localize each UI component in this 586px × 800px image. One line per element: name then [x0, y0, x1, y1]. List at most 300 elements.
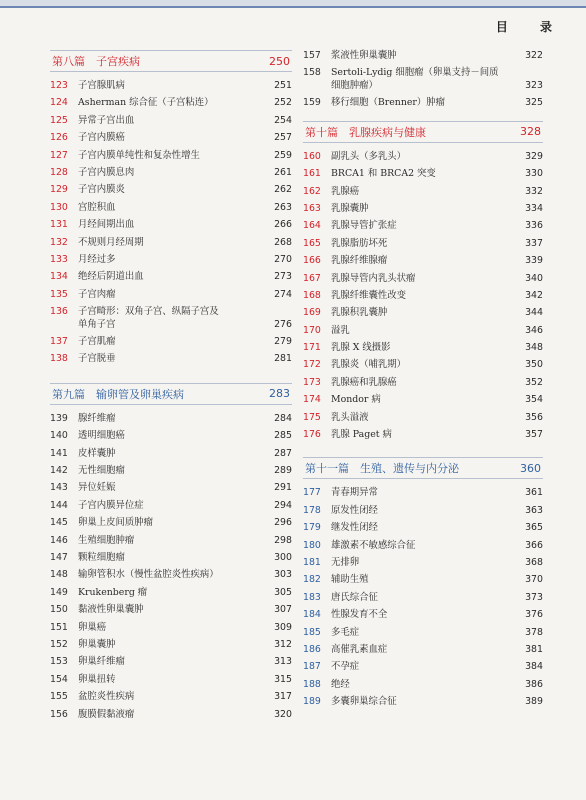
entry-title — [78, 271, 266, 284]
entry-title-line: 乳头溢液 — [331, 411, 369, 423]
entry-number: 178 — [303, 504, 321, 516]
entry-page: 330 — [525, 168, 543, 180]
toc-entry[interactable] — [303, 429, 543, 446]
entry-title-line: 单角子宫 — [78, 318, 116, 330]
toc-entry[interactable] — [50, 691, 292, 708]
entry-title — [331, 273, 517, 286]
entry-page: 298 — [274, 534, 292, 546]
entry-number: 167 — [303, 272, 321, 284]
toc-entry[interactable] — [303, 238, 543, 255]
toc-entry[interactable] — [50, 132, 292, 149]
entry-number: 186 — [303, 643, 321, 655]
entry-title — [78, 674, 266, 687]
entry-title — [78, 430, 266, 443]
section-page: 283 — [269, 387, 290, 401]
toc-entry[interactable] — [50, 202, 292, 219]
entry-title-line: 子宫肉瘤 — [78, 288, 116, 300]
section-title: 第九篇 输卵管及卵巢疾病 — [52, 387, 184, 401]
entry-number: 172 — [303, 359, 321, 371]
entry-number: 183 — [303, 591, 321, 603]
toc-entry[interactable] — [303, 220, 543, 237]
entry-title-line: 月经间期出血 — [78, 219, 135, 231]
entry-number: 132 — [50, 236, 68, 248]
entry-page: 332 — [525, 185, 543, 197]
entry-title — [78, 552, 266, 565]
entry-title — [78, 219, 266, 232]
entry-page: 252 — [274, 97, 292, 109]
entry-title-line: 乳腺炎（哺乳期） — [331, 359, 407, 371]
entry-title-line: 乳腺积乳囊肿 — [331, 307, 388, 319]
entry-number: 184 — [303, 609, 321, 621]
entry-title — [331, 574, 517, 587]
entry-number: 125 — [50, 114, 68, 126]
entry-number: 150 — [50, 604, 68, 616]
toc-entry[interactable] — [50, 271, 292, 288]
entry-title — [331, 359, 517, 372]
entry-title-line: 异位妊娠 — [78, 482, 116, 494]
entry-title — [78, 639, 266, 652]
entry-list-part8 — [50, 80, 292, 371]
entry-page: 257 — [274, 132, 292, 144]
entry-title — [331, 220, 517, 233]
entry-title-line: 卵巢癌 — [78, 621, 107, 633]
entry-number: 159 — [303, 97, 321, 109]
toc-entry[interactable] — [303, 609, 543, 626]
entry-title-line: 卵巢囊肿 — [78, 638, 116, 650]
toc-entry[interactable] — [303, 540, 543, 557]
toc-entry[interactable] — [50, 219, 292, 236]
entry-number: 151 — [50, 621, 68, 633]
entry-page: 251 — [274, 80, 292, 91]
entry-title — [331, 97, 517, 110]
entry-title-line: 不孕症 — [331, 661, 360, 673]
entry-title — [331, 661, 517, 674]
toc-entry[interactable] — [50, 430, 292, 447]
entry-number: 131 — [50, 219, 68, 231]
entry-title — [331, 487, 517, 500]
entry-title — [78, 254, 266, 267]
entry-title-line: 卵巢纤维瘤 — [78, 656, 125, 668]
entry-number: 182 — [303, 574, 321, 586]
toc-entry[interactable] — [50, 674, 292, 691]
toc-entry[interactable] — [50, 353, 292, 370]
entry-title — [331, 429, 517, 442]
entry-title — [78, 535, 266, 548]
entry-page: 261 — [274, 166, 292, 178]
entry-list-part10 — [303, 151, 543, 447]
top-rule — [0, 6, 586, 8]
entry-title-line: 月经过多 — [78, 253, 116, 265]
entry-title-line: 乳腺脂肪坏死 — [331, 237, 388, 249]
entry-title — [78, 97, 266, 110]
toc-entry[interactable] — [303, 522, 543, 539]
entry-page: 279 — [274, 336, 292, 348]
entry-page: 322 — [525, 50, 543, 61]
toc-entry[interactable] — [50, 237, 292, 254]
entry-title-line: 唐氏综合征 — [331, 591, 378, 603]
entry-number: 158 — [303, 67, 321, 79]
entry-title — [78, 289, 266, 302]
entry-number: 165 — [303, 237, 321, 249]
entry-page: 285 — [274, 430, 292, 442]
entry-title — [331, 679, 517, 692]
entry-title — [331, 609, 517, 622]
entry-title-line: 皮样囊肿 — [78, 447, 116, 459]
toc-entry[interactable] — [303, 661, 543, 678]
entry-title-line: 溢乳 — [331, 324, 350, 336]
entry-page: 386 — [525, 678, 543, 690]
entry-title-line: 浆液性卵巢囊肿 — [331, 50, 397, 61]
entry-number: 154 — [50, 673, 68, 685]
entry-number: 185 — [303, 626, 321, 638]
entry-title-line: 移行细胞（Brenner）肿瘤 — [331, 97, 446, 109]
toc-entry[interactable] — [50, 167, 292, 184]
entry-title — [331, 540, 517, 553]
entry-page: 289 — [274, 465, 292, 477]
entry-title — [78, 622, 266, 635]
toc-entry[interactable] — [303, 592, 543, 609]
entry-number: 176 — [303, 429, 321, 441]
entry-title — [331, 168, 517, 181]
entry-title — [78, 150, 266, 163]
entry-number: 153 — [50, 656, 68, 668]
toc-entry[interactable] — [303, 50, 543, 67]
entry-title-line: 性腺发育不全 — [331, 609, 388, 621]
toc-entry[interactable] — [303, 97, 543, 114]
entry-page: 368 — [525, 556, 543, 568]
entry-title — [331, 627, 517, 640]
toc-entry[interactable] — [303, 377, 543, 394]
page-title: 目 录 — [495, 20, 566, 34]
entry-page: 357 — [525, 429, 543, 441]
entry-title-line: 子宫内膜单纯性和复杂性增生 — [78, 149, 200, 161]
toc-entry[interactable] — [303, 342, 543, 359]
entry-page: 291 — [274, 482, 292, 494]
entry-title — [78, 336, 266, 349]
entry-number: 147 — [50, 551, 68, 563]
entry-page: 263 — [274, 201, 292, 213]
section-header-part10[interactable] — [303, 121, 543, 143]
entry-list-part9 — [50, 413, 292, 726]
entry-number: 189 — [303, 696, 321, 708]
entry-number: 124 — [50, 97, 68, 109]
entry-title-line: 子宫脱垂 — [78, 353, 116, 365]
entry-title-line: Sertoli-Lydig 细胞瘤（卵巢支持－间质 — [331, 67, 499, 79]
toc-entry[interactable] — [303, 255, 543, 272]
entry-list-part11 — [303, 487, 543, 713]
entry-page: 294 — [274, 499, 292, 511]
entry-number: 175 — [303, 411, 321, 423]
entry-title-line: 乳腺纤维囊性改变 — [331, 289, 407, 301]
entry-page: 337 — [525, 237, 543, 249]
entry-page: 339 — [525, 255, 543, 267]
entry-title-line: 异常子宫出血 — [78, 114, 135, 126]
entry-title — [331, 644, 517, 657]
entry-page: 361 — [525, 487, 543, 499]
entry-page: 262 — [274, 184, 292, 196]
toc-entry[interactable] — [303, 186, 543, 203]
entry-page: 366 — [525, 539, 543, 551]
entry-title — [78, 202, 266, 215]
entry-title — [78, 80, 266, 93]
entry-title-line: 颗粒细胞瘤 — [78, 551, 125, 563]
entry-title — [78, 184, 266, 197]
entry-title-line: 乳腺导管内乳头状瘤 — [331, 272, 416, 284]
entry-page: 350 — [525, 359, 543, 371]
entry-page: 254 — [274, 114, 292, 126]
entry-number: 139 — [50, 412, 68, 424]
toc-entry[interactable] — [50, 413, 292, 430]
entry-page: 340 — [525, 272, 543, 284]
toc-entry[interactable] — [303, 679, 543, 696]
entry-page: 389 — [525, 696, 543, 708]
entry-title — [331, 325, 517, 338]
entry-page: 312 — [274, 638, 292, 650]
entry-title-line: 盆腔炎性疾病 — [78, 691, 135, 703]
toc-entry[interactable] — [303, 67, 543, 97]
toc-entry[interactable] — [303, 644, 543, 661]
toc-entry[interactable] — [303, 307, 543, 324]
entry-page: 287 — [274, 447, 292, 459]
entry-title — [331, 505, 517, 518]
entry-page: 348 — [525, 342, 543, 354]
entry-title — [331, 522, 517, 535]
toc-entry[interactable] — [303, 203, 543, 220]
toc-entry[interactable] — [303, 505, 543, 522]
entry-page: 381 — [525, 643, 543, 655]
entry-title-line: 不规则月经周期 — [78, 236, 144, 248]
toc-entry[interactable] — [50, 80, 292, 97]
entry-number: 163 — [303, 202, 321, 214]
toc-entry[interactable] — [50, 448, 292, 465]
entry-title — [78, 656, 266, 669]
entry-number: 146 — [50, 534, 68, 546]
entry-number: 177 — [303, 487, 321, 499]
toc-entry[interactable] — [50, 709, 292, 726]
entry-number: 162 — [303, 185, 321, 197]
entry-title-line: 生殖细胞肿瘤 — [78, 534, 135, 546]
entry-page: 266 — [274, 219, 292, 231]
entry-number: 152 — [50, 638, 68, 650]
toc-entry[interactable] — [303, 412, 543, 429]
toc-entry[interactable] — [50, 587, 292, 604]
toc-entry[interactable] — [303, 487, 543, 504]
toc-entry[interactable] — [50, 465, 292, 482]
toc-entry[interactable] — [50, 604, 292, 621]
entry-page: 284 — [274, 412, 292, 424]
entry-number: 127 — [50, 149, 68, 161]
entry-number: 123 — [50, 80, 68, 91]
entry-title — [78, 709, 266, 722]
entry-number: 181 — [303, 556, 321, 568]
entry-title-line: 子宫内膜异位症 — [78, 499, 144, 511]
entry-title — [331, 203, 517, 216]
toc-entry[interactable] — [303, 151, 543, 168]
section-header-part8[interactable] — [50, 50, 292, 72]
toc-entry[interactable] — [303, 325, 543, 342]
entry-number: 187 — [303, 661, 321, 673]
section-header-part9[interactable] — [50, 383, 292, 405]
entry-number: 140 — [50, 430, 68, 442]
entry-title-line: 乳腺纤维腺瘤 — [331, 255, 388, 267]
toc-entry[interactable] — [303, 557, 543, 574]
section-header-part11[interactable] — [303, 457, 543, 479]
toc-entry[interactable] — [50, 289, 292, 306]
entry-page: 281 — [274, 353, 292, 365]
entry-title-line: 乳腺囊肿 — [331, 202, 369, 214]
toc-entry[interactable] — [50, 517, 292, 534]
toc-entry[interactable] — [50, 622, 292, 639]
entry-title-line: 多囊卵巢综合征 — [331, 696, 397, 708]
section-page: 328 — [520, 125, 541, 139]
toc-entry[interactable] — [50, 656, 292, 673]
toc-entry[interactable] — [50, 500, 292, 517]
toc-entry[interactable] — [50, 115, 292, 132]
entry-title-line: 青春期异常 — [331, 487, 378, 499]
entry-title-line: 子宫肌瘤 — [78, 336, 116, 348]
toc-entry[interactable] — [50, 482, 292, 499]
entry-title — [78, 132, 266, 145]
entry-number: 137 — [50, 336, 68, 348]
entry-title — [78, 500, 266, 513]
entry-number: 161 — [303, 168, 321, 180]
toc-entry[interactable] — [303, 359, 543, 376]
entry-title-line: 辅助生殖 — [331, 574, 369, 586]
entry-number: 149 — [50, 586, 68, 598]
section-title: 第十篇 乳腺疾病与健康 — [305, 125, 426, 139]
entry-title — [331, 307, 517, 320]
entry-number: 188 — [303, 678, 321, 690]
toc-entry[interactable] — [303, 290, 543, 307]
entry-title — [78, 237, 266, 250]
entry-page: 342 — [525, 289, 543, 301]
toc-entry[interactable] — [50, 552, 292, 569]
toc-entry[interactable] — [303, 627, 543, 644]
entry-number: 173 — [303, 376, 321, 388]
entry-number: 169 — [303, 307, 321, 319]
entry-title — [78, 482, 266, 495]
entry-title-line: 输卵管积水（慢性盆腔炎性疾病） — [78, 569, 219, 581]
entry-page: 305 — [274, 586, 292, 598]
entry-page: 317 — [274, 691, 292, 703]
toc-entry[interactable] — [50, 336, 292, 353]
toc-entry[interactable] — [50, 569, 292, 586]
toc-entry[interactable] — [50, 639, 292, 656]
entry-title-line: 腺纤维瘤 — [78, 412, 116, 424]
entry-page: 273 — [274, 271, 292, 283]
entry-page: 323 — [525, 79, 543, 91]
entry-title-line: 绝经 — [331, 678, 350, 690]
toc-entry[interactable] — [50, 97, 292, 114]
entry-title — [78, 353, 266, 366]
entry-page: 313 — [274, 656, 292, 668]
entry-title-line: 透明细胞癌 — [78, 430, 125, 442]
entry-title-line: 多毛症 — [331, 626, 360, 638]
entry-title-line: 黏液性卵巢囊肿 — [78, 604, 144, 616]
entry-title — [78, 569, 266, 582]
entry-page: 373 — [525, 591, 543, 603]
toc-entry[interactable] — [303, 168, 543, 185]
entry-title-line: 乳腺癌和乳腺癌 — [331, 376, 397, 388]
entry-page: 296 — [274, 517, 292, 529]
entry-number: 126 — [50, 132, 68, 144]
entry-number: 136 — [50, 306, 68, 318]
entry-title-line: 子宫腺肌病 — [78, 80, 125, 91]
toc-entry[interactable] — [303, 574, 543, 591]
entry-page: 370 — [525, 574, 543, 586]
entry-title — [331, 342, 517, 355]
entry-number: 130 — [50, 201, 68, 213]
entry-title — [331, 186, 517, 199]
section-title: 第十一篇 生殖、遗传与内分泌 — [305, 462, 459, 476]
entry-title-line: 乳腺 X 线摄影 — [331, 342, 391, 354]
entry-number: 128 — [50, 166, 68, 178]
entry-page: 356 — [525, 411, 543, 423]
entry-page: 365 — [525, 522, 543, 534]
entry-number: 134 — [50, 271, 68, 283]
toc-entry[interactable] — [303, 273, 543, 290]
entry-title — [78, 517, 266, 530]
section-page: 250 — [269, 54, 290, 68]
entry-number: 143 — [50, 482, 68, 494]
entry-number: 138 — [50, 353, 68, 365]
section-page: 360 — [520, 461, 541, 475]
entry-list-continued — [303, 50, 543, 115]
entry-title — [331, 394, 517, 407]
toc-entry[interactable] — [50, 306, 292, 336]
entry-number: 170 — [303, 324, 321, 336]
entry-number: 179 — [303, 522, 321, 534]
toc-entry[interactable] — [303, 696, 543, 713]
entry-title-line: 子宫内膜癌 — [78, 132, 125, 144]
entry-title-line: 腹膜假黏液瘤 — [78, 708, 135, 720]
entry-number: 166 — [303, 255, 321, 267]
entry-title-line: 原发性闭经 — [331, 504, 378, 516]
entry-title-line: 乳腺导管扩张症 — [331, 220, 397, 232]
entry-title-line: 无性细胞瘤 — [78, 465, 125, 477]
entry-title — [331, 67, 517, 92]
entry-title — [331, 412, 517, 425]
toc-entry[interactable] — [50, 150, 292, 167]
entry-title — [78, 604, 266, 617]
entry-number: 145 — [50, 517, 68, 529]
entry-page: 270 — [274, 253, 292, 265]
entry-title — [331, 696, 517, 709]
entry-page: 325 — [525, 97, 543, 109]
entry-number: 156 — [50, 708, 68, 720]
entry-number: 144 — [50, 499, 68, 511]
section-title: 第八篇 子宫疾病 — [52, 55, 140, 68]
entry-title — [78, 465, 266, 478]
entry-title-line: 子宫内膜息肉 — [78, 166, 135, 178]
entry-page: 303 — [274, 569, 292, 581]
entry-title-line: 宫腔积血 — [78, 201, 116, 213]
toc-entry[interactable] — [50, 184, 292, 201]
entry-title-line: 卵巢上皮间质肿瘤 — [78, 517, 154, 529]
entry-number: 157 — [303, 50, 321, 61]
entry-title-line: 绝经后阴道出血 — [78, 271, 144, 283]
entry-title-line: 无排卵 — [331, 556, 360, 568]
entry-title-line: 子宫内膜炎 — [78, 184, 125, 196]
entry-title-line: 乳腺癌 — [331, 185, 360, 197]
entry-page: 309 — [274, 621, 292, 633]
entry-title — [331, 255, 517, 268]
toc-entry[interactable] — [50, 535, 292, 552]
toc-entry[interactable] — [303, 394, 543, 411]
entry-title — [78, 448, 266, 461]
toc-entry[interactable] — [50, 254, 292, 271]
entry-page: 346 — [525, 324, 543, 336]
